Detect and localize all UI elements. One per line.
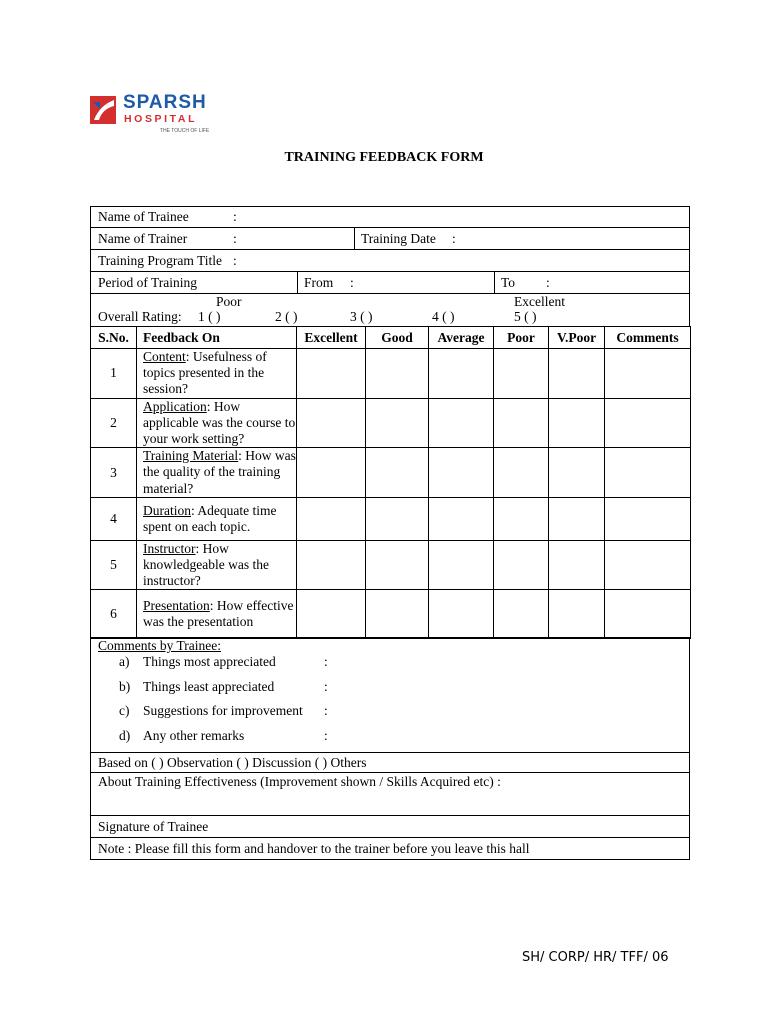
effectiveness-row[interactable] (90, 772, 690, 816)
rating-cell-vpoor[interactable] (549, 398, 605, 448)
trainee-row (90, 206, 690, 228)
feedback-question: : How applicable was the course to your work setting? (143, 398, 296, 447)
rating-cell-poor[interactable] (494, 540, 549, 590)
feedback-question: : How knowledgeable was the instructor? (143, 540, 269, 589)
table-row (91, 398, 691, 448)
comment-marker: c) (119, 703, 130, 718)
rating-cell-comments[interactable] (605, 349, 691, 399)
rating-cell-comments[interactable] (605, 540, 691, 590)
from-input[interactable] (359, 272, 489, 293)
rating-cell-excellent[interactable] (297, 590, 366, 639)
logo-subtitle: HOSPITAL (124, 113, 198, 125)
comment-label: Things least appreciated (143, 679, 275, 694)
rating-poor-label: Poor (216, 294, 242, 309)
feedback-item (137, 398, 297, 448)
trainer-label: Name of Trainer (98, 231, 188, 246)
rating-cell-poor[interactable] (494, 448, 549, 498)
based-on-text: Based on ( ) Observation ( ) Discussion ( ) Others (98, 755, 367, 770)
rating-cell-excellent[interactable] (297, 349, 366, 399)
comment-marker: d) (119, 728, 131, 743)
feedback-term: Presentation (143, 598, 210, 614)
trainee-sep: : (233, 209, 237, 224)
rating-cell-good[interactable] (366, 540, 429, 590)
logo-tagline: THE TOUCH OF LIFE (160, 128, 210, 134)
rating-cell-good[interactable] (366, 590, 429, 639)
hospital-logo (90, 92, 230, 140)
divider (297, 272, 298, 293)
rating-cell-excellent[interactable] (297, 448, 366, 498)
feedback-item (137, 540, 297, 590)
rating-cell-vpoor[interactable] (549, 540, 605, 590)
comment-item[interactable] (91, 654, 681, 674)
table-row (91, 349, 691, 399)
to-label: To (501, 275, 516, 290)
trainer-sep: : (233, 231, 237, 246)
period-label: Period of Training (98, 275, 198, 290)
form-title: TRAINING FEEDBACK FORM (284, 150, 484, 165)
feedback-term: Application (143, 398, 207, 414)
feedback-question: : How was the quality of the training material? (143, 448, 296, 496)
row-number: 5 (91, 540, 137, 590)
program-title-sep: : (233, 253, 237, 268)
comment-sep: : (324, 703, 328, 718)
header-poor: Poor (494, 327, 549, 349)
rating-excellent-label: Excellent (514, 294, 565, 309)
header-feedback-on: Feedback On (137, 327, 297, 349)
comments-heading: Comments by Trainee: (98, 638, 222, 653)
divider (494, 272, 495, 293)
rating-cell-comments[interactable] (605, 590, 691, 639)
feedback-item (137, 590, 297, 639)
program-title-input[interactable] (241, 250, 681, 271)
logo-mark-icon (90, 96, 116, 124)
trainer-row (90, 227, 690, 250)
rating-option-5[interactable]: 5 ( ) (514, 309, 537, 324)
rating-cell-average[interactable] (429, 398, 494, 448)
overall-rating-label: Overall Rating: (98, 309, 182, 324)
rating-option-3[interactable]: 3 ( ) (350, 309, 373, 324)
table-row (91, 590, 691, 639)
rating-option-4[interactable]: 4 ( ) (432, 309, 455, 324)
rating-cell-excellent[interactable] (297, 398, 366, 448)
overall-rating-row (90, 293, 690, 327)
program-title-label: Training Program Title (98, 253, 223, 268)
training-date-label: Training Date (361, 231, 436, 246)
rating-cell-average[interactable] (429, 349, 494, 399)
rating-cell-vpoor[interactable] (549, 497, 605, 540)
from-label: From (304, 275, 334, 290)
signature-row[interactable] (90, 815, 690, 838)
note-row (90, 837, 690, 860)
rating-cell-poor[interactable] (494, 349, 549, 399)
feedback-item (137, 497, 297, 540)
rating-cell-poor[interactable] (494, 497, 549, 540)
comments-section (90, 637, 690, 753)
rating-cell-comments[interactable] (605, 497, 691, 540)
row-number: 2 (91, 398, 137, 448)
rating-cell-average[interactable] (429, 448, 494, 498)
rating-cell-average[interactable] (429, 590, 494, 639)
logo-name: SPARSH (123, 92, 207, 113)
row-number: 3 (91, 448, 137, 498)
comment-item[interactable] (91, 728, 681, 748)
signature-label: Signature of Trainee (98, 819, 209, 834)
note-text: Note : Please fill this form and handover to the trainer before you leave this hall (98, 841, 530, 856)
rating-cell-vpoor[interactable] (549, 349, 605, 399)
feedback-question: : How effective was the presentation (143, 598, 294, 630)
comment-marker: b) (119, 679, 131, 694)
row-number: 4 (91, 497, 137, 540)
row-number: 6 (91, 590, 137, 639)
table-header-row (91, 327, 691, 349)
comment-sep: : (324, 679, 328, 694)
training-date-input[interactable] (461, 228, 686, 249)
header-sno: S.No. (91, 327, 137, 349)
program-title-row (90, 249, 690, 272)
trainee-input[interactable] (241, 207, 681, 227)
comment-label: Suggestions for improvement (143, 703, 303, 718)
rating-cell-good[interactable] (366, 448, 429, 498)
trainer-input[interactable] (241, 228, 351, 249)
effectiveness-text: About Training Effectiveness (Improvement shown / Skills Acquired etc) : (98, 774, 501, 789)
comment-sep: : (324, 654, 328, 669)
to-sep: : (546, 275, 550, 290)
training-date-sep: : (452, 231, 456, 246)
from-sep: : (350, 275, 354, 290)
rating-cell-poor[interactable] (494, 398, 549, 448)
rating-cell-poor[interactable] (494, 590, 549, 639)
rating-cell-comments[interactable] (605, 398, 691, 448)
rating-cell-good[interactable] (366, 497, 429, 540)
comment-label: Things most appreciated (143, 654, 276, 669)
rating-cell-good[interactable] (366, 398, 429, 448)
header-vpoor: V.Poor (549, 327, 605, 349)
feedback-term: Duration (143, 502, 191, 518)
feedback-question: : Adequate time spent on each topic. (143, 502, 277, 534)
to-input[interactable] (555, 272, 685, 293)
trainee-label: Name of Trainee (98, 209, 189, 224)
row-number: 1 (91, 349, 137, 399)
rating-option-1[interactable]: 1 ( ) (198, 309, 221, 324)
feedback-item (137, 349, 297, 399)
comment-item[interactable] (91, 703, 681, 723)
comment-label: Any other remarks (143, 728, 245, 743)
rating-cell-vpoor[interactable] (549, 590, 605, 639)
feedback-term: Instructor (143, 540, 196, 556)
rating-cell-excellent[interactable] (297, 540, 366, 590)
rating-cell-average[interactable] (429, 540, 494, 590)
header-comments: Comments (605, 327, 691, 349)
table-row (91, 497, 691, 540)
divider (354, 228, 355, 249)
table-row (91, 540, 691, 590)
feedback-term: Training Material (143, 448, 239, 464)
document-code: SH/ CORP/ HR/ TFF/ 06 (522, 950, 669, 965)
comment-marker: a) (119, 654, 130, 669)
rating-cell-good[interactable] (366, 349, 429, 399)
header-average: Average (429, 327, 494, 349)
rating-option-2[interactable]: 2 ( ) (275, 309, 298, 324)
rating-cell-comments[interactable] (605, 448, 691, 498)
feedback-table (90, 326, 691, 639)
comment-item[interactable] (91, 679, 681, 699)
header-excellent: Excellent (297, 327, 366, 349)
feedback-item (137, 448, 297, 498)
comment-sep: : (324, 728, 328, 743)
feedback-term: Content (143, 349, 186, 364)
table-row (91, 448, 691, 498)
based-on-row[interactable] (90, 752, 690, 773)
period-row (90, 271, 690, 294)
header-good: Good (366, 327, 429, 349)
rating-cell-vpoor[interactable] (549, 448, 605, 498)
rating-cell-average[interactable] (429, 497, 494, 540)
rating-cell-excellent[interactable] (297, 497, 366, 540)
feedback-question: : Usefulness of topics presented in the session? (143, 349, 267, 397)
